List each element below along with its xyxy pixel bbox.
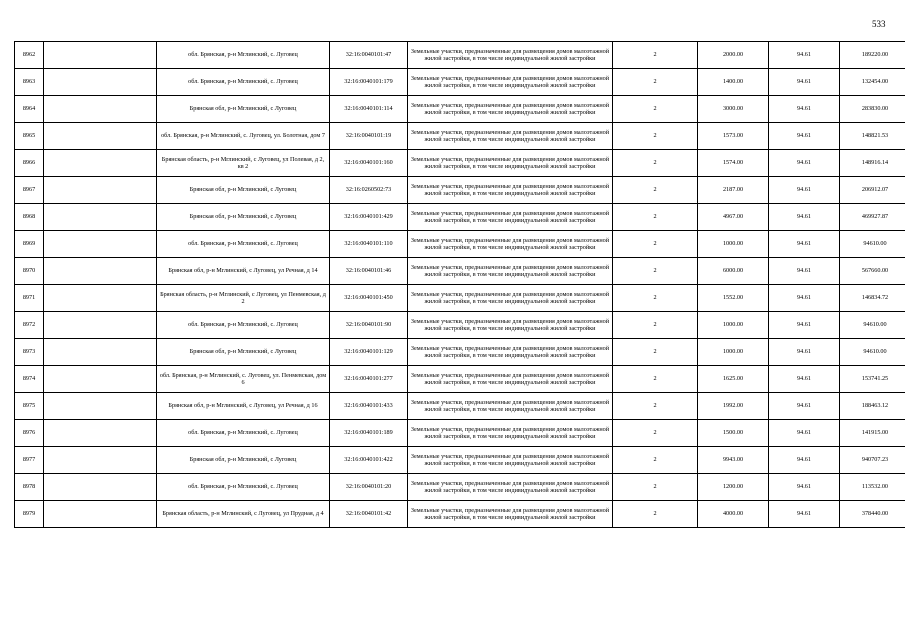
cadastral-number-cell: 32:16:0040101:450 bbox=[330, 285, 408, 312]
specific-value-cell: 94.61 bbox=[769, 474, 840, 501]
category-code-cell: 2 bbox=[613, 204, 698, 231]
address-cell: Брянская обл, р-н Мглинский, с Луговец bbox=[157, 339, 330, 366]
table-row bbox=[15, 42, 905, 69]
cadastral-value-cell: 189220.00 bbox=[840, 42, 905, 69]
empty-cell bbox=[44, 285, 157, 312]
category-code-cell: 2 bbox=[613, 150, 698, 177]
land-use-description-cell: Земельные участки, предназначенные для размещения домов малоэтажной жилой застройки, в том числе индивидуальной жилой застройки bbox=[408, 474, 613, 501]
empty-cell bbox=[44, 366, 157, 393]
specific-value-cell: 94.61 bbox=[769, 96, 840, 123]
empty-cell bbox=[44, 177, 157, 204]
land-use-description-cell: Земельные участки, предназначенные для размещения домов малоэтажной жилой застройки, в том числе индивидуальной жилой застройки bbox=[408, 123, 613, 150]
row-number: 8965 bbox=[15, 123, 44, 150]
address-cell: Брянская область, р-н Мглинский, с Луговец, ул Пенмевская, д 2 bbox=[157, 285, 330, 312]
row-number: 8979 bbox=[15, 501, 44, 528]
cadastral-number-cell: 32:16:0040101:114 bbox=[330, 96, 408, 123]
cadastral-value-cell: 153741.25 bbox=[840, 366, 905, 393]
area-cell: 1000.00 bbox=[698, 231, 769, 258]
address-cell: обл. Брянская, р-н Мглинский, с. Луговец bbox=[157, 231, 330, 258]
specific-value-cell: 94.61 bbox=[769, 393, 840, 420]
category-code-cell: 2 bbox=[613, 177, 698, 204]
empty-cell bbox=[44, 447, 157, 474]
area-cell: 1400.00 bbox=[698, 69, 769, 96]
empty-cell bbox=[44, 42, 157, 69]
land-use-description-cell: Земельные участки, предназначенные для размещения домов малоэтажной жилой застройки, в том числе индивидуальной жилой застройки bbox=[408, 258, 613, 285]
land-use-description-cell: Земельные участки, предназначенные для размещения домов малоэтажной жилой застройки, в том числе индивидуальной жилой застройки bbox=[408, 150, 613, 177]
row-number: 8971 bbox=[15, 285, 44, 312]
specific-value-cell: 94.61 bbox=[769, 204, 840, 231]
cadastral-value-cell: 94610.00 bbox=[840, 231, 905, 258]
cadastral-number-cell: 32:16:0040101:277 bbox=[330, 366, 408, 393]
empty-cell bbox=[44, 312, 157, 339]
land-plot-table bbox=[14, 41, 905, 528]
category-code-cell: 2 bbox=[613, 123, 698, 150]
cadastral-number-cell: 32:16:0040101:19 bbox=[330, 123, 408, 150]
land-use-description-cell: Земельные участки, предназначенные для размещения домов малоэтажной жилой застройки, в том числе индивидуальной жилой застройки bbox=[408, 420, 613, 447]
area-cell: 6000.00 bbox=[698, 258, 769, 285]
land-use-description-cell: Земельные участки, предназначенные для размещения домов малоэтажной жилой застройки, в том числе индивидуальной жилой застройки bbox=[408, 204, 613, 231]
empty-cell bbox=[44, 258, 157, 285]
land-use-description-cell: Земельные участки, предназначенные для размещения домов малоэтажной жилой застройки, в том числе индивидуальной жилой застройки bbox=[408, 285, 613, 312]
page-number: 533 bbox=[872, 19, 886, 29]
cadastral-number-cell: 32:16:0040101:160 bbox=[330, 150, 408, 177]
row-number: 8963 bbox=[15, 69, 44, 96]
table-row bbox=[15, 231, 905, 258]
address-cell: Брянская обл, р-н Мглинский, с Луговец, ул Речная, д 14 bbox=[157, 258, 330, 285]
row-number: 8975 bbox=[15, 393, 44, 420]
land-use-description-cell: Земельные участки, предназначенные для размещения домов малоэтажной жилой застройки, в том числе индивидуальной жилой застройки bbox=[408, 366, 613, 393]
table-row bbox=[15, 177, 905, 204]
area-cell: 1992.00 bbox=[698, 393, 769, 420]
cadastral-value-cell: 113532.00 bbox=[840, 474, 905, 501]
row-number: 8966 bbox=[15, 150, 44, 177]
address-cell: обл. Брянская, р-н Мглинский, с. Луговец bbox=[157, 420, 330, 447]
area-cell: 2187.00 bbox=[698, 177, 769, 204]
address-cell: Брянская обл, р-н Мглинский, с Луговец bbox=[157, 204, 330, 231]
land-use-description-cell: Земельные участки, предназначенные для размещения домов малоэтажной жилой застройки, в том числе индивидуальной жилой застройки bbox=[408, 447, 613, 474]
land-use-description-cell: Земельные участки, предназначенные для размещения домов малоэтажной жилой застройки, в том числе индивидуальной жилой застройки bbox=[408, 177, 613, 204]
row-number: 8972 bbox=[15, 312, 44, 339]
empty-cell bbox=[44, 69, 157, 96]
address-cell: обл. Брянская, р-н Мглинский, с. Луговец, ул. Болотная, дом 7 bbox=[157, 123, 330, 150]
row-number: 8978 bbox=[15, 474, 44, 501]
cadastral-number-cell: 32:16:0040101:189 bbox=[330, 420, 408, 447]
land-use-description-cell: Земельные участки, предназначенные для размещения домов малоэтажной жилой застройки, в том числе индивидуальной жилой застройки bbox=[408, 96, 613, 123]
specific-value-cell: 94.61 bbox=[769, 366, 840, 393]
land-use-description-cell: Земельные участки, предназначенные для размещения домов малоэтажной жилой застройки, в том числе индивидуальной жилой застройки bbox=[408, 42, 613, 69]
row-number: 8973 bbox=[15, 339, 44, 366]
cadastral-number-cell: 32:16:0040101:90 bbox=[330, 312, 408, 339]
row-number: 8970 bbox=[15, 258, 44, 285]
cadastral-number-cell: 32:16:0040101:47 bbox=[330, 42, 408, 69]
cadastral-number-cell: 32:16:0260502:73 bbox=[330, 177, 408, 204]
table-row bbox=[15, 339, 905, 366]
row-number: 8974 bbox=[15, 366, 44, 393]
table-row bbox=[15, 393, 905, 420]
area-cell: 1500.00 bbox=[698, 420, 769, 447]
area-cell: 2000.00 bbox=[698, 42, 769, 69]
address-cell: обл. Брянская, р-н Мглинский, с. Луговец, ул. Пенмевская, дом 6 bbox=[157, 366, 330, 393]
area-cell: 1000.00 bbox=[698, 312, 769, 339]
address-cell: Брянская область, р-н Мглинский, с Луговец, ул Прудная, д 4 bbox=[157, 501, 330, 528]
table-row bbox=[15, 447, 905, 474]
empty-cell bbox=[44, 123, 157, 150]
cadastral-number-cell: 32:16:0040101:46 bbox=[330, 258, 408, 285]
address-cell: обл. Брянская, р-н Мглинский, с. Луговец bbox=[157, 42, 330, 69]
empty-cell bbox=[44, 339, 157, 366]
specific-value-cell: 94.61 bbox=[769, 447, 840, 474]
table-row bbox=[15, 366, 905, 393]
land-use-description-cell: Земельные участки, предназначенные для размещения домов малоэтажной жилой застройки, в том числе индивидуальной жилой застройки bbox=[408, 501, 613, 528]
cadastral-number-cell: 32:16:0040101:422 bbox=[330, 447, 408, 474]
address-cell: Брянская обл, р-н Мглинский, с Луговец bbox=[157, 96, 330, 123]
empty-cell bbox=[44, 96, 157, 123]
cadastral-value-cell: 94610.00 bbox=[840, 312, 905, 339]
category-code-cell: 2 bbox=[613, 393, 698, 420]
land-use-description-cell: Земельные участки, предназначенные для размещения домов малоэтажной жилой застройки, в том числе индивидуальной жилой застройки bbox=[408, 312, 613, 339]
address-cell: Брянская обл, р-н Мглинский, с Луговец bbox=[157, 447, 330, 474]
cadastral-number-cell: 32:16:0040101:42 bbox=[330, 501, 408, 528]
cadastral-value-cell: 567660.00 bbox=[840, 258, 905, 285]
address-cell: Брянская обл, р-н Мглинский, с Луговец bbox=[157, 177, 330, 204]
table-row bbox=[15, 96, 905, 123]
address-cell: Брянская обл, р-н Мглинский, с Луговец, ул Речная, д 16 bbox=[157, 393, 330, 420]
land-use-description-cell: Земельные участки, предназначенные для размещения домов малоэтажной жилой застройки, в том числе индивидуальной жилой застройки bbox=[408, 339, 613, 366]
area-cell: 1200.00 bbox=[698, 474, 769, 501]
category-code-cell: 2 bbox=[613, 339, 698, 366]
row-number: 8964 bbox=[15, 96, 44, 123]
table-row bbox=[15, 501, 905, 528]
address-cell: обл. Брянская, р-н Мглинский, с. Луговец bbox=[157, 474, 330, 501]
specific-value-cell: 94.61 bbox=[769, 285, 840, 312]
row-number: 8977 bbox=[15, 447, 44, 474]
cadastral-value-cell: 146834.72 bbox=[840, 285, 905, 312]
category-code-cell: 2 bbox=[613, 96, 698, 123]
table-row bbox=[15, 258, 905, 285]
cadastral-value-cell: 469927.87 bbox=[840, 204, 905, 231]
area-cell: 4967.00 bbox=[698, 204, 769, 231]
specific-value-cell: 94.61 bbox=[769, 339, 840, 366]
area-cell: 1625.00 bbox=[698, 366, 769, 393]
empty-cell bbox=[44, 474, 157, 501]
cadastral-value-cell: 148916.14 bbox=[840, 150, 905, 177]
table-row bbox=[15, 474, 905, 501]
row-number: 8967 bbox=[15, 177, 44, 204]
land-use-description-cell: Земельные участки, предназначенные для размещения домов малоэтажной жилой застройки, в том числе индивидуальной жилой застройки bbox=[408, 69, 613, 96]
table-row bbox=[15, 285, 905, 312]
cadastral-value-cell: 940707.23 bbox=[840, 447, 905, 474]
empty-cell bbox=[44, 150, 157, 177]
category-code-cell: 2 bbox=[613, 258, 698, 285]
cadastral-number-cell: 32:16:0040101:129 bbox=[330, 339, 408, 366]
row-number: 8969 bbox=[15, 231, 44, 258]
empty-cell bbox=[44, 420, 157, 447]
specific-value-cell: 94.61 bbox=[769, 420, 840, 447]
empty-cell bbox=[44, 204, 157, 231]
area-cell: 3000.00 bbox=[698, 96, 769, 123]
cadastral-value-cell: 141915.00 bbox=[840, 420, 905, 447]
cadastral-value-cell: 132454.00 bbox=[840, 69, 905, 96]
category-code-cell: 2 bbox=[613, 285, 698, 312]
row-number: 8968 bbox=[15, 204, 44, 231]
cadastral-value-cell: 206912.07 bbox=[840, 177, 905, 204]
empty-cell bbox=[44, 231, 157, 258]
category-code-cell: 2 bbox=[613, 231, 698, 258]
cadastral-value-cell: 283830.00 bbox=[840, 96, 905, 123]
area-cell: 4000.00 bbox=[698, 501, 769, 528]
empty-cell bbox=[44, 393, 157, 420]
category-code-cell: 2 bbox=[613, 69, 698, 96]
empty-cell bbox=[44, 501, 157, 528]
category-code-cell: 2 bbox=[613, 447, 698, 474]
row-number: 8976 bbox=[15, 420, 44, 447]
specific-value-cell: 94.61 bbox=[769, 150, 840, 177]
specific-value-cell: 94.61 bbox=[769, 123, 840, 150]
address-cell: обл. Брянская, р-н Мглинский, с. Луговец bbox=[157, 312, 330, 339]
address-cell: Брянская область, р-н Мглинский, с Луговец, ул Полевая, д 2, кв 2 bbox=[157, 150, 330, 177]
specific-value-cell: 94.61 bbox=[769, 42, 840, 69]
cadastral-number-cell: 32:16:0040101:20 bbox=[330, 474, 408, 501]
cadastral-value-cell: 94610.00 bbox=[840, 339, 905, 366]
land-use-description-cell: Земельные участки, предназначенные для размещения домов малоэтажной жилой застройки, в том числе индивидуальной жилой застройки bbox=[408, 393, 613, 420]
specific-value-cell: 94.61 bbox=[769, 258, 840, 285]
category-code-cell: 2 bbox=[613, 312, 698, 339]
table-row bbox=[15, 204, 905, 231]
cadastral-value-cell: 188463.12 bbox=[840, 393, 905, 420]
category-code-cell: 2 bbox=[613, 501, 698, 528]
address-cell: обл. Брянская, р-н Мглинский, с. Луговец bbox=[157, 69, 330, 96]
cadastral-number-cell: 32:16:0040101:179 bbox=[330, 69, 408, 96]
specific-value-cell: 94.61 bbox=[769, 231, 840, 258]
area-cell: 1574.00 bbox=[698, 150, 769, 177]
cadastral-number-cell: 32:16:0040101:429 bbox=[330, 204, 408, 231]
table-row bbox=[15, 312, 905, 339]
specific-value-cell: 94.61 bbox=[769, 69, 840, 96]
cadastral-number-cell: 32:16:0040101:433 bbox=[330, 393, 408, 420]
category-code-cell: 2 bbox=[613, 420, 698, 447]
category-code-cell: 2 bbox=[613, 474, 698, 501]
area-cell: 1000.00 bbox=[698, 339, 769, 366]
area-cell: 9943.00 bbox=[698, 447, 769, 474]
cadastral-value-cell: 148821.53 bbox=[840, 123, 905, 150]
table-row bbox=[15, 420, 905, 447]
table-body bbox=[15, 42, 905, 528]
row-number: 8962 bbox=[15, 42, 44, 69]
specific-value-cell: 94.61 bbox=[769, 501, 840, 528]
category-code-cell: 2 bbox=[613, 366, 698, 393]
area-cell: 1552.00 bbox=[698, 285, 769, 312]
table-row bbox=[15, 123, 905, 150]
category-code-cell: 2 bbox=[613, 42, 698, 69]
table-row bbox=[15, 150, 905, 177]
specific-value-cell: 94.61 bbox=[769, 177, 840, 204]
cadastral-value-cell: 378440.00 bbox=[840, 501, 905, 528]
cadastral-number-cell: 32:16:0040101:110 bbox=[330, 231, 408, 258]
area-cell: 1573.00 bbox=[698, 123, 769, 150]
table-row bbox=[15, 69, 905, 96]
specific-value-cell: 94.61 bbox=[769, 312, 840, 339]
land-use-description-cell: Земельные участки, предназначенные для размещения домов малоэтажной жилой застройки, в том числе индивидуальной жилой застройки bbox=[408, 231, 613, 258]
